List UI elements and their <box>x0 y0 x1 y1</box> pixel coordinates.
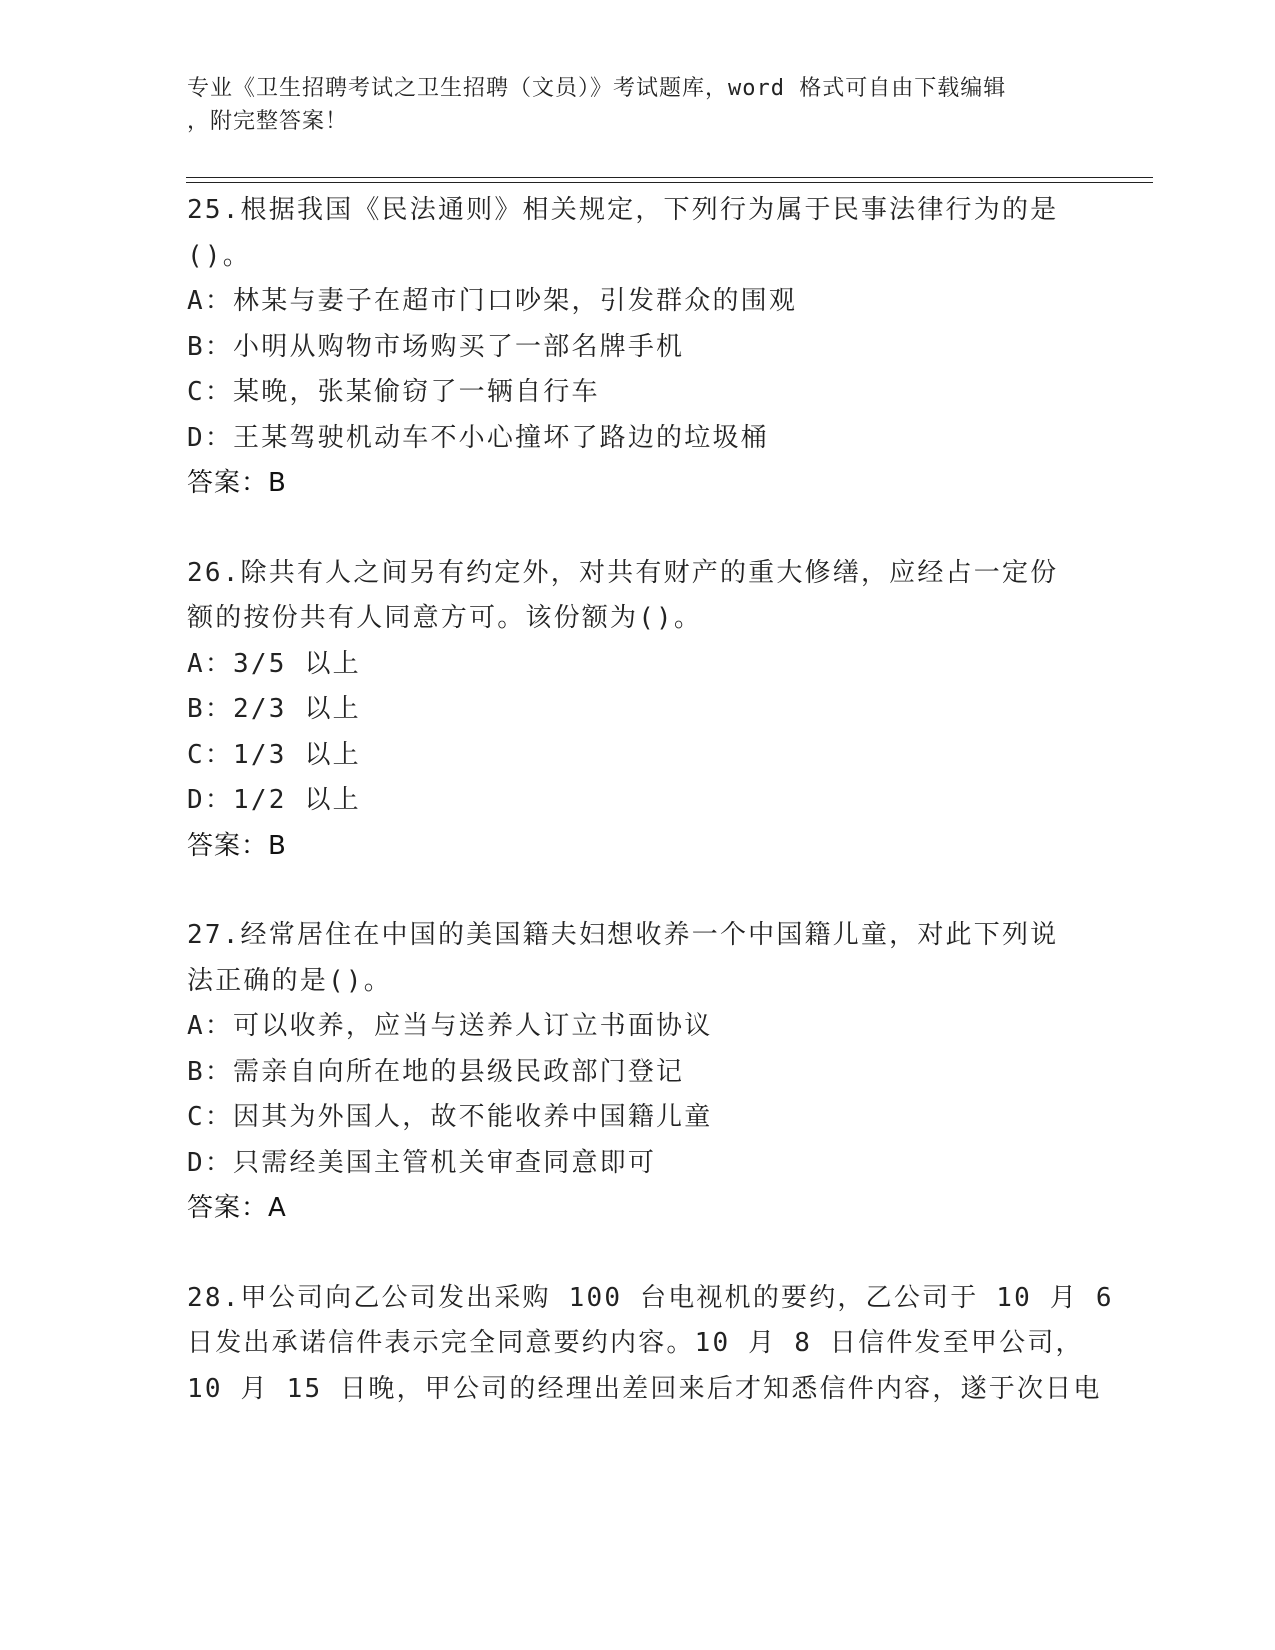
question-list <box>187 188 1114 1456</box>
answer-text: 答案：B <box>187 468 287 498</box>
document-header <box>187 72 1067 138</box>
question-28 <box>187 1276 1114 1413</box>
question-stem: 27.经常居住在中国的美国籍夫妇想收养一个中国籍儿童，对此下列说 <box>187 920 1059 950</box>
question-27 <box>187 913 1087 1232</box>
option-a: A：3/5 以上 <box>187 648 361 679</box>
option-a: A：可以收养，应当与送养人订立书面协议 <box>187 1011 713 1041</box>
question-25 <box>187 188 1087 507</box>
question-stem: 额的按份共有人同意方可。该份额为()。 <box>187 603 703 633</box>
question-stem: 25.根据我国《民法通则》相关规定，下列行为属于民事法律行为的是 <box>187 195 1059 225</box>
header-line-1: 专业《卫生招聘考试之卫生招聘（文员）》考试题库，word 格式可自由下载编辑 <box>187 76 1007 101</box>
question-stem: ()。 <box>187 240 251 271</box>
question-stem: 28.甲公司向乙公司发出采购 100 台电视机的要约，乙公司于 10 月 6 <box>187 1282 1114 1313</box>
option-b: B：需亲自向所在地的县级民政部门登记 <box>187 1056 685 1087</box>
header-divider-top <box>186 177 1153 178</box>
option-d: D：王某驾驶机动车不小心撞坏了路边的垃圾桶 <box>187 422 769 453</box>
option-d: D：只需经美国主管机关审查同意即可 <box>187 1147 657 1178</box>
question-stem: 法正确的是()。 <box>187 965 392 996</box>
option-d: D：1/2 以上 <box>187 785 361 815</box>
option-a: A：林某与妻子在超市门口吵架，引发群众的围观 <box>187 286 798 316</box>
option-b: B：小明从购物市场购买了一部名牌手机 <box>187 331 685 362</box>
question-stem: 日发出承诺信件表示完全同意要约内容。10 月 8 日信件发至甲公司， <box>187 1328 1084 1358</box>
answer-text: 答案：A <box>187 1193 287 1223</box>
header-line-2: ，附完整答案！ <box>187 109 349 134</box>
option-c: C：因其为外国人，故不能收养中国籍儿童 <box>187 1102 713 1132</box>
option-c: C：某晚，张某偷窃了一辆自行车 <box>187 377 600 407</box>
question-stem: 10 月 15 日晚，甲公司的经理出差回来后才知悉信件内容，遂于次日电 <box>187 1373 1102 1404</box>
option-c: C：1/3 以上 <box>187 739 361 770</box>
header-divider-bottom <box>186 182 1153 183</box>
question-stem: 26.除共有人之间另有约定外，对共有财产的重大修缮，应经占一定份 <box>187 557 1059 588</box>
answer-text: 答案：B <box>187 830 287 861</box>
option-b: B：2/3 以上 <box>187 694 361 724</box>
question-26 <box>187 551 1087 870</box>
